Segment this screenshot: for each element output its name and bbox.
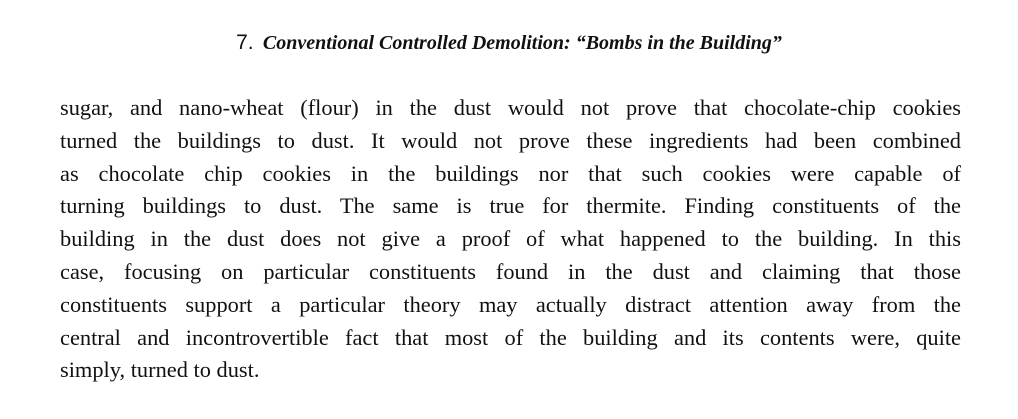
- text-line: turning buildings to dust. The same is true for thermite. Finding constituents of the: [60, 193, 961, 219]
- text-line: as chocolate chip cookies in the buildings nor that such cookies were capable of: [60, 160, 961, 186]
- text-line: constituents support a particular theory may actually distract attention away from the: [60, 291, 961, 317]
- text-line: case, focusing on particular constituents found in the dust and claiming that those: [60, 258, 961, 284]
- text-line: simply, turned to dust.: [60, 357, 260, 383]
- text-line: building in the dust does not give a proof of what happened to the building. In this: [60, 226, 961, 252]
- chapter-title: Conventional Controlled Demolition: “Bombs in the Building”: [262, 32, 782, 54]
- running-header: [0, 28, 1018, 57]
- text-line: turned the buildings to dust. It would not prove these ingredients had been combined: [60, 127, 961, 153]
- chapter-number: 7.: [236, 31, 254, 54]
- text-line: central and incontrovertible fact that most of the building and its contents were, quite: [60, 324, 961, 350]
- body-paragraph: [60, 92, 961, 387]
- text-line: sugar, and nano-wheat (flour) in the dust would not prove that chocolate-chip cookies: [60, 95, 961, 120]
